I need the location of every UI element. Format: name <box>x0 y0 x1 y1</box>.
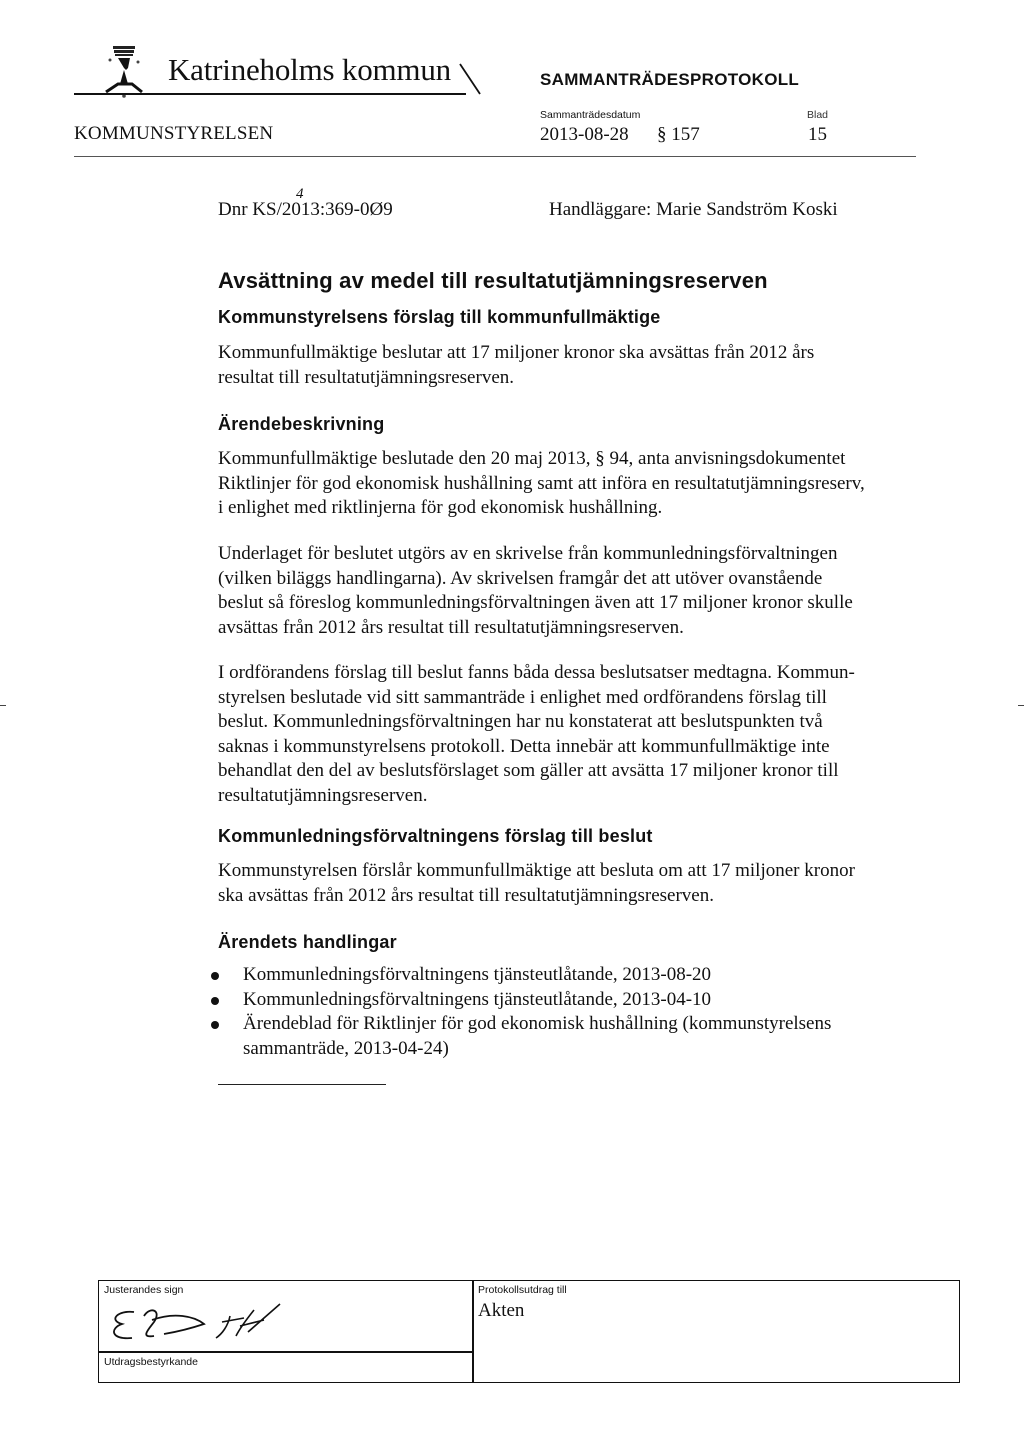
ks-proposal-heading: Kommunstyrelsens förslag till kommunfullmäktige <box>218 307 661 327</box>
text-line: Kommunstyrelsen förslår kommunfullmäktige att besluta om att 17 miljoner kronor <box>218 860 855 881</box>
documents-list <box>200 963 831 1061</box>
text-line: Kommunledningsförvaltningens tjänsteutlåtande, 2013-04-10 <box>243 988 712 1010</box>
list-item <box>200 963 831 988</box>
text-line: Riktlinjer för god ekonomisk hushållning samt att införa en resultatutjämningsreserv, <box>218 472 865 494</box>
header-slash-mark <box>458 60 482 100</box>
justerandes-sign-label: Justerandes sign <box>104 1284 184 1296</box>
text-line: saknas i kommunstyrelsens protokoll. Detta innebär att kommunfullmäktige inte <box>218 735 830 757</box>
header-divider <box>74 156 916 157</box>
text-line: Underlaget för beslutet utgörs av en skrivelse från kommunledningsförvaltningen <box>218 543 838 564</box>
text-line: beslut. Kommunledningsförvaltningen har nu konstaterat att beslutspunkten två <box>218 711 823 732</box>
text-line: resultatutjämningsreserven. <box>218 784 428 806</box>
protocol-title: SAMMANTRÄDESPROTOKOLL <box>540 70 800 89</box>
margin-tick-right <box>1018 705 1024 706</box>
klf-proposal-text <box>218 859 918 908</box>
meeting-date: 2013-08-28 <box>540 124 629 145</box>
case-number-handwritten-mark: 4 <box>296 186 304 202</box>
text-line: ska avsättas från 2012 års resultat till resultatutjämningsreserven. <box>218 884 714 906</box>
paragraph-number: § 157 <box>657 124 700 145</box>
text-line: beslut så föreslog kommunledningsförvaltningen även att 17 miljoner kronor skulle <box>218 592 853 613</box>
text-line: (vilken biläggs handlingarna). Av skrivelsen framgår det att utöver ovanstående <box>218 567 823 589</box>
margin-tick-left <box>0 705 6 706</box>
text-line: Kommunfullmäktige beslutar att 17 miljoner kronor ska avsättas från 2012 års <box>218 342 815 363</box>
description-paragraph <box>218 661 918 808</box>
text-line: sammanträde, 2013-04-24) <box>243 1037 449 1059</box>
page-number: 15 <box>808 124 827 145</box>
municipality-coat-of-arms-logo <box>96 40 156 100</box>
case-handler: Handläggare: Marie Sandström Koski <box>549 199 838 220</box>
bullet-icon <box>211 972 219 980</box>
text-line: i enlighet med riktlinjerna för god ekonomisk hushållning. <box>218 497 663 518</box>
end-rule <box>218 1084 386 1085</box>
description-heading: Ärendebeskrivning <box>218 414 385 434</box>
text-line: Kommunledningsförvaltningens tjänsteutlåtande, 2013-08-20 <box>243 964 712 985</box>
description-paragraph <box>218 447 918 521</box>
handwritten-signature-initials <box>104 1298 294 1350</box>
organization-name: Katrineholms kommun <box>168 52 451 87</box>
list-item <box>200 988 831 1013</box>
header-rule <box>74 93 466 95</box>
text-line: Kommunfullmäktige beslutade den 20 maj 2013, § 94, anta anvisningsdokumentet <box>218 448 846 469</box>
protocol-extract-recipient: Akten <box>478 1300 525 1321</box>
bullet-icon <box>211 997 219 1005</box>
text-line: styrelsen beslutade vid sitt sammanträde i enlighet med ordförandens förslag till <box>218 686 827 708</box>
text-line: resultat till resultatutjämningsreserven. <box>218 366 515 388</box>
ks-proposal-text <box>218 341 918 390</box>
protocol-extract-label: Protokollsutdrag till <box>478 1284 567 1296</box>
meeting-date-label: Sammanträdesdatum <box>540 109 641 121</box>
text-line: Ärendeblad för Riktlinjer för god ekonomisk hushållning (kommunstyrelsens <box>243 1013 832 1034</box>
board-name: KOMMUNSTYRELSEN <box>74 123 274 144</box>
list-item <box>200 1012 831 1061</box>
text-line: behandlat den del av beslutsförslaget som gäller att avsätta 17 miljoner kronor till <box>218 760 839 781</box>
signature-box-divider <box>98 1351 473 1353</box>
document-title: Avsättning av medel till resultatutjämningsreserven <box>218 268 768 293</box>
signature-box-divider <box>472 1280 474 1383</box>
bullet-icon <box>211 1021 219 1029</box>
text-line: avsättas från 2012 års resultat till resultatutjämningsreserven. <box>218 616 684 638</box>
text-line: I ordförandens förslag till beslut fanns båda dessa beslutsatser medtagna. Kommun- <box>218 662 855 683</box>
description-paragraph <box>218 542 918 640</box>
case-number: Dnr KS/2013:369-0Ø9 <box>218 199 393 220</box>
documents-heading: Ärendets handlingar <box>218 932 397 952</box>
certification-label: Utdragsbestyrkande <box>104 1356 198 1368</box>
klf-proposal-heading: Kommunledningsförvaltningens förslag till beslut <box>218 826 653 846</box>
page-label: Blad <box>807 109 829 121</box>
